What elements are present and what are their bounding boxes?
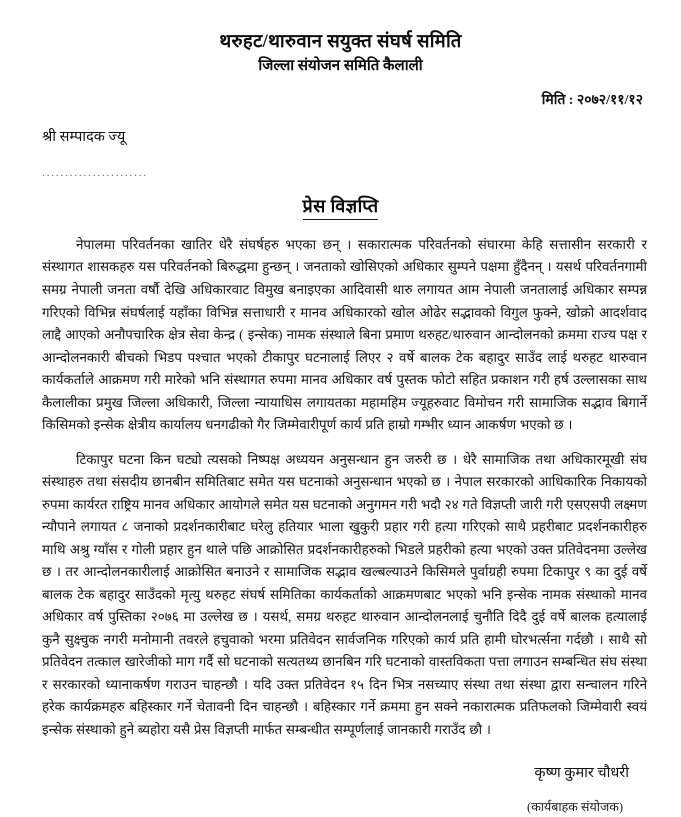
signature-block <box>0 763 681 816</box>
body-copy <box>0 234 681 741</box>
salutation-block <box>0 127 681 180</box>
document-title-wrapper <box>0 194 681 220</box>
page-title: प्रेस विज्ञप्ति <box>303 194 379 220</box>
dotted-rule: ....................... <box>42 164 148 179</box>
organization-subtitle: जिल्ला संयोजन समिति कैलाली <box>258 57 423 74</box>
organization-name: थरुहट/थारुवान सयुक्त संघर्ष समिति <box>219 32 462 52</box>
addressee-line: श्री सम्पादक ज्यू <box>42 129 126 146</box>
date-row <box>0 90 681 109</box>
signatory-name: कृष्ण कुमार चौधरी <box>534 765 629 782</box>
letterhead <box>0 0 681 76</box>
date-value: मिति : २०७२/११/१२ <box>541 93 643 109</box>
signatory-role: (कार्यबाहक संयोजक) <box>527 800 623 815</box>
body-paragraph: नेपालमा परिवर्तनका खातिर धेरै संघर्षहरु भएका छन् । सकारात्मक परिवर्तनको संघारमा केहि सत्तासीन सरकारी र संस्थागत शासकहरु यस परिवर्तनको बिरुद्धमा हुन्छन् । जनताको खोसिएको अधिकार सुम्पने पक्षमा हुँदैनन् । यसर्थ परिवर्तनगामी समग्र नेपाली जनता वर्षौ देखि अधिकारवाट विमुख बनाइएका आदिवासी थारु लगायत आम नेपाली जनतालाई अधिकार सम्पन्न गरिएको विभिन्न संघर्षलाई यहाँका विभिन्न सत्ताधारी र मानव अधिकारको खोल ओढेर सद्भावको विगुल फुक्ने, खोक्रो आदर्शवाद लाद्दै आएको अनौपचारिक क्षेत्र सेवा केन्द्र ( इन्सेक) नामक संस्थाले बिना प्रमाण थरुहट/थारुवान आन्दोलनको क्रममा राज्य पक्ष र आन्दोलनकारी बीचको भिडप पश्चात भएको टीकापुर घटनालाई लिएर २ वर्षे बालक टेक बहादुर साउँद लाई थरुहट थारुवान कार्यकर्ताले आक्रमण गरी मारेको भनि संस्थागत रुपमा मानव अधिकार वर्ष पुस्तक फोटो सहित प्रकाशन गरी हर्ष उल्लासका साथ कैलालीका प्रमुख जिल्ला अधिकारी, जिल्ला न्यायाधिस लगायतका महामहिम ज्यूहरुवाट विमोचन गरी सामाजिक सद्भाव बिगार्ने किसिमको इन्सेक क्षेत्रीय कार्यालय धनगढीको गैर जिम्मेवारीपूर्ण कार्य प्रति हाम्रो गम्भीर ध्यान आकर्षण भएको छ । <box>42 236 647 433</box>
body-paragraph: टिकापुर घटना किन घट्यो त्यसको निष्पक्ष अध्ययन अनुसन्धान हुन जरुरी छ । धेरै सामाजिक तथा अधिकारमूखी संघ संस्थाहरु तथा संसदीय छानबीन समितिबाट समेत यस घटनाको अनुसन्धान भएको छ । नेपाल सरकारको आधिकारिक निकायको रुपमा कार्यरत राष्ट्रिय मानव अधिकार आयोगले समेत यस घटनाको अनुगमन गरी भदौ २४ गते विज्ञप्ती जारी गरी एसएसपी लक्ष्मण न्यौपाने लगायत ८ जनाको प्रदर्शनकारीबाट घरेलु हतियार भाला खुकुरी प्रहार गरी हत्या गरिएको साथै प्रहरीबाट प्रदर्शनकारीहरु माथि अश्रु ग्याँस र गोली प्रहार हुन थाले पछि आक्रोसित प्रदर्शनकारीहरुको भिडले प्रहरीको हत्या भएको उक्त प्रतिवेदनमा उल्लेख छ । तर आन्दोलनकारीलाई आक्रोसित बनाउने र सामाजिक सद्भाव खल्बल्याउने किसिमले पुर्वाग्रही रुपमा टिकापुर ९ का दुई वर्षे बालक टेक बहादुर साउँदको मृत्यु थरुहट संघर्ष समितिका कार्यकर्ताको आक्रमणबाट भएको भनि इन्सेक नामक संस्थाको मानव अधिकार वर्ष पुस्तिका २०७६ मा उल्लेख छ । यसर्थ, समग्र थरुहट थारुवान आन्दोलनलाई चुनौति दिदै दुई वर्षे बालक हत्यालाई कुनै सुक्ष्चुक नगरी मनोमानी तवरले हचुवाको भरमा प्रतिवेदन सार्वजनिक गरिएको कार्य प्रति हामी घोरभर्त्सना गर्दछौ । साथै सो प्रतिवेदन तत्काल खारेजीको माग गर्दै सो घटनाको सत्यतथ्य छानबिन गरि घटनाको वास्तविकता पत्ता लगाउन सम्बन्धित संघ संस्था र सरकारको ध्यानाकर्षण गराउन चाहन्छौ । यदि उक्त प्रतिवेदन १५ दिन भित्र नसच्याए संस्था तथा संस्था द्वारा सन्चालन गरिने हरेक कार्यक्रमहरु बहिस्कार गर्ने चेतावनी दिन चाहन्छौ । बहिस्कार गर्ने क्रममा हुन सक्ने नकारात्मक प्रतिफलको जिम्मेवारी स्वयं इन्सेक संस्थाको हुने ब्यहोरा यसै प्रेस विज्ञप्ती मार्फत सम्बन्धीत सम्पूर्णलाई जानकारी गराउँद छौ । <box>42 451 647 737</box>
